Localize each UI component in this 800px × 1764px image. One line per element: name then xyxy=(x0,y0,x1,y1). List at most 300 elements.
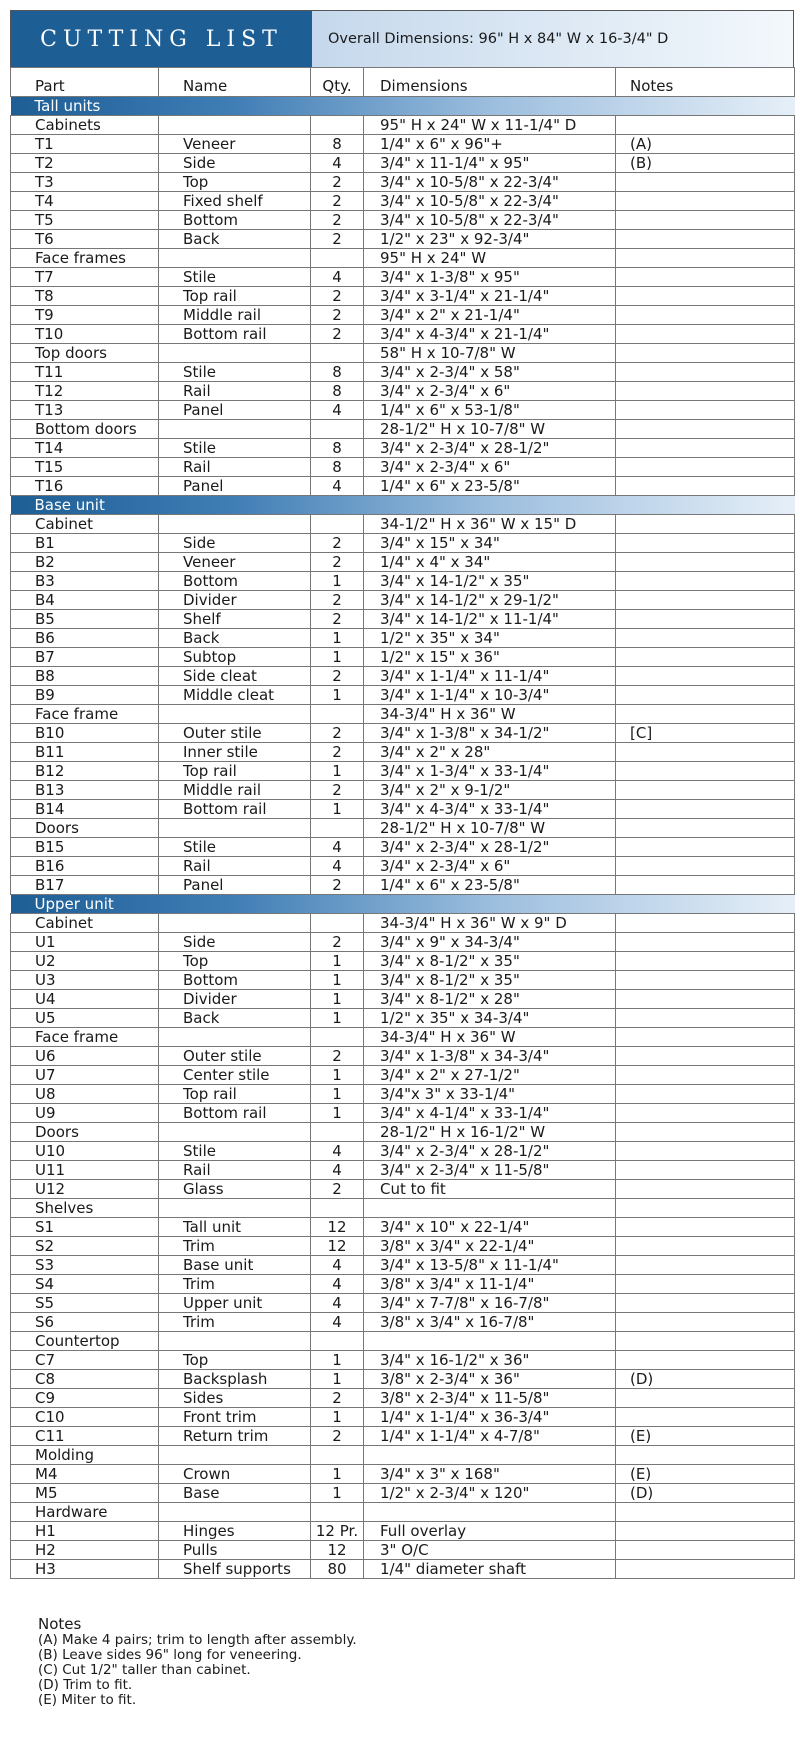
cutting-list-table xyxy=(10,67,795,1579)
cell-part: U10 xyxy=(11,1142,159,1161)
table-row xyxy=(11,838,795,857)
group-label: Cabinet xyxy=(11,515,159,534)
cell-notes xyxy=(616,1332,795,1351)
table-row xyxy=(11,230,795,249)
cell-part: B4 xyxy=(11,591,159,610)
cell-name: Bottom xyxy=(159,572,311,591)
cell-name: Pulls xyxy=(159,1541,311,1560)
cell-notes xyxy=(616,344,795,363)
cell-notes xyxy=(616,1123,795,1142)
cutting-list-header xyxy=(10,10,794,67)
cell-notes xyxy=(616,458,795,477)
table-row xyxy=(11,1180,795,1199)
cell-name: Middle rail xyxy=(159,781,311,800)
table-row xyxy=(11,1275,795,1294)
cell-name: Side xyxy=(159,154,311,173)
cell-qty: 4 xyxy=(311,1294,364,1313)
cell-dimensions: 3/4" x 1-1/4" x 11-1/4" xyxy=(364,667,616,686)
cell-dimensions: 3/4" x 2-3/4" x 6" xyxy=(364,382,616,401)
cell-name xyxy=(159,1503,311,1522)
table-row xyxy=(11,876,795,895)
cell-part: T8 xyxy=(11,287,159,306)
cell-notes xyxy=(616,515,795,534)
cell-dimensions: Cut to fit xyxy=(364,1180,616,1199)
table-row xyxy=(11,1066,795,1085)
cell-dimensions: 3/4" x 1-3/8" x 34-1/2" xyxy=(364,724,616,743)
table-row xyxy=(11,1313,795,1332)
cell-part: U5 xyxy=(11,1009,159,1028)
cell-dimensions: 1/2" x 35" x 34-3/4" xyxy=(364,1009,616,1028)
cell-qty: 1 xyxy=(311,800,364,819)
cell-notes xyxy=(616,1028,795,1047)
cell-name: Panel xyxy=(159,876,311,895)
cell-dimensions: 3/4" x 8-1/2" x 35" xyxy=(364,952,616,971)
group-label: Cabinets xyxy=(11,116,159,135)
cell-part: T6 xyxy=(11,230,159,249)
cell-part: B9 xyxy=(11,686,159,705)
cell-dimensions: 1/2" x 15" x 36" xyxy=(364,648,616,667)
cell-part: T10 xyxy=(11,325,159,344)
cell-part: B7 xyxy=(11,648,159,667)
cell-dimensions: 3/4" x 2-3/4" x 11-5/8" xyxy=(364,1161,616,1180)
cell-notes xyxy=(616,743,795,762)
overall-dimensions: Overall Dimensions: 96" H x 84" W x 16-3/4" D xyxy=(312,11,793,67)
cell-part: C7 xyxy=(11,1351,159,1370)
cell-qty: 1 xyxy=(311,629,364,648)
table-row xyxy=(11,591,795,610)
cell-part: H1 xyxy=(11,1522,159,1541)
note-item: (E) Miter to fit. xyxy=(38,1692,137,1708)
cell-notes xyxy=(616,1256,795,1275)
cell-name: Side xyxy=(159,933,311,952)
table-row xyxy=(11,781,795,800)
cell-dimensions: 3/8" x 3/4" x 11-1/4" xyxy=(364,1275,616,1294)
cell-dimensions: 3/4"x 3" x 33-1/4" xyxy=(364,1085,616,1104)
cell-name: Veneer xyxy=(159,135,311,154)
table-row xyxy=(11,1047,795,1066)
cell-qty: 2 xyxy=(311,173,364,192)
cell-notes xyxy=(616,1237,795,1256)
cell-part: U11 xyxy=(11,1161,159,1180)
cell-dimensions: 1/2" x 35" x 34" xyxy=(364,629,616,648)
section-label: Base unit xyxy=(11,496,795,515)
cell-qty: 2 xyxy=(311,743,364,762)
table-row xyxy=(11,1465,795,1484)
cell-name: Outer stile xyxy=(159,1047,311,1066)
cell-notes xyxy=(616,1560,795,1579)
cell-dimensions: 3/4" x 2-3/4" x 6" xyxy=(364,857,616,876)
cell-qty: 4 xyxy=(311,154,364,173)
group-dimensions: 34-3/4" H x 36" W xyxy=(364,1028,616,1047)
cell-qty: 1 xyxy=(311,1465,364,1484)
cell-notes xyxy=(616,914,795,933)
cell-dimensions: 3/4" x 4-3/4" x 33-1/4" xyxy=(364,800,616,819)
column-header-dimensions: Dimensions xyxy=(364,68,616,97)
group-row xyxy=(11,420,795,439)
cell-dimensions: 1/2" x 23" x 92-3/4" xyxy=(364,230,616,249)
cell-qty: 2 xyxy=(311,876,364,895)
group-dimensions: 28-1/2" H x 10-7/8" W xyxy=(364,819,616,838)
cell-qty: 4 xyxy=(311,1275,364,1294)
table-row xyxy=(11,1104,795,1123)
cell-name: Veneer xyxy=(159,553,311,572)
cell-name xyxy=(159,1332,311,1351)
cell-qty: 2 xyxy=(311,591,364,610)
cell-part: B16 xyxy=(11,857,159,876)
group-label: Top doors xyxy=(11,344,159,363)
note-item: (C) Cut 1/2" taller than cabinet. xyxy=(38,1662,251,1678)
cell-part: C9 xyxy=(11,1389,159,1408)
cell-qty: 1 xyxy=(311,1085,364,1104)
cell-name: Backsplash xyxy=(159,1370,311,1389)
cell-part: B15 xyxy=(11,838,159,857)
group-label: Face frames xyxy=(11,249,159,268)
cell-dimensions: 3/4" x 8-1/2" x 28" xyxy=(364,990,616,1009)
cell-notes xyxy=(616,876,795,895)
cell-dimensions: 3/4" x 15" x 34" xyxy=(364,534,616,553)
cell-qty: 1 xyxy=(311,1408,364,1427)
cell-name: Front trim xyxy=(159,1408,311,1427)
cell-dimensions: 1/4" x 6" x 53-1/8" xyxy=(364,401,616,420)
cell-qty: 1 xyxy=(311,971,364,990)
cell-dimensions: 1/4" x 6" x 23-5/8" xyxy=(364,477,616,496)
cell-notes xyxy=(616,553,795,572)
cell-qty xyxy=(311,515,364,534)
table-row xyxy=(11,1142,795,1161)
table-row xyxy=(11,610,795,629)
cell-dimensions: 3/8" x 3/4" x 16-7/8" xyxy=(364,1313,616,1332)
group-label: Hardware xyxy=(11,1503,159,1522)
cell-qty: 80 xyxy=(311,1560,364,1579)
cell-part: B5 xyxy=(11,610,159,629)
cell-qty: 2 xyxy=(311,306,364,325)
cell-part: S5 xyxy=(11,1294,159,1313)
table-row xyxy=(11,1484,795,1503)
cell-dimensions: 3/4" x 16-1/2" x 36" xyxy=(364,1351,616,1370)
cell-qty: 1 xyxy=(311,572,364,591)
table-row xyxy=(11,1085,795,1104)
cell-dimensions: 3/8" x 2-3/4" x 11-5/8" xyxy=(364,1389,616,1408)
cell-notes xyxy=(616,477,795,496)
group-row xyxy=(11,1332,795,1351)
cell-qty: 2 xyxy=(311,724,364,743)
cell-dimensions: 3/4" x 3-1/4" x 21-1/4" xyxy=(364,287,616,306)
cell-name xyxy=(159,515,311,534)
group-label: Doors xyxy=(11,819,159,838)
table-row xyxy=(11,1237,795,1256)
cell-name xyxy=(159,1123,311,1142)
cell-part: B10 xyxy=(11,724,159,743)
cell-part: U3 xyxy=(11,971,159,990)
cell-name: Stile xyxy=(159,838,311,857)
cell-notes xyxy=(616,800,795,819)
table-row xyxy=(11,1256,795,1275)
cell-dimensions: 3/4" x 2-3/4" x 28-1/2" xyxy=(364,838,616,857)
cell-qty xyxy=(311,344,364,363)
cell-qty: 4 xyxy=(311,268,364,287)
cell-part: S6 xyxy=(11,1313,159,1332)
cell-name: Return trim xyxy=(159,1427,311,1446)
cell-qty: 8 xyxy=(311,458,364,477)
cell-part: T15 xyxy=(11,458,159,477)
table-row xyxy=(11,724,795,743)
column-header-qty: Qty. xyxy=(311,68,364,97)
cell-notes xyxy=(616,952,795,971)
cell-part: B13 xyxy=(11,781,159,800)
cell-qty: 2 xyxy=(311,287,364,306)
group-dimensions xyxy=(364,1446,616,1465)
group-row xyxy=(11,1446,795,1465)
cell-part: B14 xyxy=(11,800,159,819)
cell-dimensions: 1/4" x 6" x 23-5/8" xyxy=(364,876,616,895)
cell-name: Side xyxy=(159,534,311,553)
table-row xyxy=(11,1522,795,1541)
table-row xyxy=(11,1009,795,1028)
cell-name: Divider xyxy=(159,591,311,610)
cell-notes xyxy=(616,933,795,952)
table-row xyxy=(11,952,795,971)
table-row xyxy=(11,686,795,705)
cell-name: Crown xyxy=(159,1465,311,1484)
cell-qty: 1 xyxy=(311,648,364,667)
table-row xyxy=(11,211,795,230)
cell-part: S2 xyxy=(11,1237,159,1256)
cell-dimensions: 3/4" x 1-3/8" x 34-3/4" xyxy=(364,1047,616,1066)
group-row xyxy=(11,1028,795,1047)
group-dimensions: 95" H x 24" W xyxy=(364,249,616,268)
cell-name: Back xyxy=(159,1009,311,1028)
cell-name: Trim xyxy=(159,1275,311,1294)
cell-qty: 2 xyxy=(311,211,364,230)
cell-name: Stile xyxy=(159,268,311,287)
cell-qty: 8 xyxy=(311,135,364,154)
table-row xyxy=(11,1161,795,1180)
cell-dimensions: 1/4" x 4" x 34" xyxy=(364,553,616,572)
cell-dimensions: 3/4" x 7-7/8" x 16-7/8" xyxy=(364,1294,616,1313)
cell-part: H3 xyxy=(11,1560,159,1579)
cell-name: Rail xyxy=(159,1161,311,1180)
cell-notes xyxy=(616,534,795,553)
cell-qty: 4 xyxy=(311,1142,364,1161)
table-row xyxy=(11,933,795,952)
group-label: Face frame xyxy=(11,705,159,724)
cell-notes xyxy=(616,591,795,610)
cell-name: Rail xyxy=(159,458,311,477)
table-row xyxy=(11,1218,795,1237)
group-label: Face frame xyxy=(11,1028,159,1047)
cell-notes: (B) xyxy=(616,154,795,173)
group-label: Shelves xyxy=(11,1199,159,1218)
cell-part: B11 xyxy=(11,743,159,762)
cell-qty: 1 xyxy=(311,1009,364,1028)
group-label: Cabinet xyxy=(11,914,159,933)
cell-part: S3 xyxy=(11,1256,159,1275)
cell-qty: 1 xyxy=(311,1066,364,1085)
cell-notes xyxy=(616,1218,795,1237)
cell-notes xyxy=(616,1541,795,1560)
table-row xyxy=(11,1370,795,1389)
table-row xyxy=(11,363,795,382)
cell-notes xyxy=(616,629,795,648)
cell-name: Bottom rail xyxy=(159,800,311,819)
cell-part: T13 xyxy=(11,401,159,420)
cell-notes xyxy=(616,572,795,591)
cell-qty: 2 xyxy=(311,325,364,344)
cell-dimensions: 3/4" x 9" x 34-3/4" xyxy=(364,933,616,952)
table-row xyxy=(11,154,795,173)
cell-dimensions: 3/4" x 2" x 21-1/4" xyxy=(364,306,616,325)
cell-qty: 8 xyxy=(311,363,364,382)
cutting-list-sheet xyxy=(10,10,794,1579)
cell-dimensions: 3/4" x 2" x 9-1/2" xyxy=(364,781,616,800)
cell-notes xyxy=(616,762,795,781)
cell-name: Center stile xyxy=(159,1066,311,1085)
cell-name: Shelf xyxy=(159,610,311,629)
cell-name: Rail xyxy=(159,857,311,876)
cell-dimensions: 3/4" x 3" x 168" xyxy=(364,1465,616,1484)
cell-qty: 4 xyxy=(311,1313,364,1332)
group-row xyxy=(11,819,795,838)
cell-notes xyxy=(616,1503,795,1522)
cell-qty: 1 xyxy=(311,990,364,1009)
cell-part: T1 xyxy=(11,135,159,154)
cell-notes xyxy=(616,382,795,401)
group-dimensions: 34-3/4" H x 36" W xyxy=(364,705,616,724)
table-row xyxy=(11,1408,795,1427)
cell-part: B1 xyxy=(11,534,159,553)
cell-name: Panel xyxy=(159,477,311,496)
cell-name xyxy=(159,914,311,933)
note-item: (D) Trim to fit. xyxy=(38,1677,133,1693)
cell-qty: 1 xyxy=(311,952,364,971)
cell-notes: (E) xyxy=(616,1465,795,1484)
cell-qty xyxy=(311,1446,364,1465)
table-row xyxy=(11,287,795,306)
cell-dimensions: 3/8" x 2-3/4" x 36" xyxy=(364,1370,616,1389)
cell-notes: [C] xyxy=(616,724,795,743)
cell-dimensions: 3/4" x 8-1/2" x 35" xyxy=(364,971,616,990)
group-dimensions: 34-1/2" H x 36" W x 15" D xyxy=(364,515,616,534)
section-header-row xyxy=(11,97,795,116)
cell-notes xyxy=(616,1009,795,1028)
cell-notes xyxy=(616,249,795,268)
cell-notes xyxy=(616,287,795,306)
cell-part: U12 xyxy=(11,1180,159,1199)
cell-notes xyxy=(616,857,795,876)
cell-notes xyxy=(616,686,795,705)
table-row xyxy=(11,268,795,287)
section-label: Tall units xyxy=(11,97,795,116)
cell-part: S4 xyxy=(11,1275,159,1294)
table-row xyxy=(11,534,795,553)
cell-notes: (D) xyxy=(616,1484,795,1503)
cell-name: Back xyxy=(159,629,311,648)
cell-name: Shelf supports xyxy=(159,1560,311,1579)
cell-qty: 4 xyxy=(311,1256,364,1275)
cell-qty xyxy=(311,1123,364,1142)
cell-part: T12 xyxy=(11,382,159,401)
table-row xyxy=(11,648,795,667)
notes-block xyxy=(38,1617,357,1708)
cell-name xyxy=(159,819,311,838)
cell-name xyxy=(159,420,311,439)
cell-qty xyxy=(311,914,364,933)
note-item: (A) Make 4 pairs; trim to length after assembly. xyxy=(38,1632,357,1648)
cell-qty: 2 xyxy=(311,933,364,952)
cell-name: Base xyxy=(159,1484,311,1503)
group-dimensions xyxy=(364,1199,616,1218)
cell-qty: 2 xyxy=(311,534,364,553)
cell-name: Stile xyxy=(159,439,311,458)
cell-qty: 2 xyxy=(311,1389,364,1408)
column-header-name: Name xyxy=(159,68,311,97)
cell-part: U2 xyxy=(11,952,159,971)
cell-notes xyxy=(616,648,795,667)
cell-qty: 4 xyxy=(311,857,364,876)
cell-qty: 2 xyxy=(311,610,364,629)
cell-qty: 4 xyxy=(311,477,364,496)
cell-part: T7 xyxy=(11,268,159,287)
cell-qty xyxy=(311,249,364,268)
cell-qty xyxy=(311,1332,364,1351)
cell-name: Middle rail xyxy=(159,306,311,325)
cell-name: Top xyxy=(159,1351,311,1370)
cell-qty xyxy=(311,1028,364,1047)
cell-notes xyxy=(616,1275,795,1294)
table-row xyxy=(11,1541,795,1560)
group-row xyxy=(11,914,795,933)
cell-dimensions: 3/4" x 11-1/4" x 95" xyxy=(364,154,616,173)
cell-part: B3 xyxy=(11,572,159,591)
cell-name: Top xyxy=(159,173,311,192)
cell-notes xyxy=(616,1199,795,1218)
table-row xyxy=(11,553,795,572)
cell-qty: 2 xyxy=(311,192,364,211)
cell-notes xyxy=(616,1047,795,1066)
cell-part: T14 xyxy=(11,439,159,458)
cell-qty xyxy=(311,705,364,724)
cell-dimensions: 3/4" x 13-5/8" x 11-1/4" xyxy=(364,1256,616,1275)
cell-name: Glass xyxy=(159,1180,311,1199)
cell-dimensions: 3/4" x 10-5/8" x 22-3/4" xyxy=(364,192,616,211)
cell-notes xyxy=(616,1104,795,1123)
cell-dimensions: 3/4" x 1-1/4" x 10-3/4" xyxy=(364,686,616,705)
cell-notes xyxy=(616,838,795,857)
cell-notes xyxy=(616,1446,795,1465)
cell-part: B12 xyxy=(11,762,159,781)
cell-part: T11 xyxy=(11,363,159,382)
table-row xyxy=(11,667,795,686)
cell-dimensions: 1/4" x 6" x 96"+ xyxy=(364,135,616,154)
cell-qty: 2 xyxy=(311,1180,364,1199)
cell-name xyxy=(159,344,311,363)
cell-notes xyxy=(616,1066,795,1085)
cell-name: Trim xyxy=(159,1237,311,1256)
cell-qty xyxy=(311,1199,364,1218)
cell-qty: 1 xyxy=(311,686,364,705)
cell-notes xyxy=(616,1085,795,1104)
cell-dimensions: 3/4" x 2-3/4" x 6" xyxy=(364,458,616,477)
cell-notes xyxy=(616,306,795,325)
cell-qty: 8 xyxy=(311,439,364,458)
table-row xyxy=(11,971,795,990)
cell-part: T3 xyxy=(11,173,159,192)
cell-notes xyxy=(616,1142,795,1161)
cell-qty: 1 xyxy=(311,1370,364,1389)
cell-notes xyxy=(616,1389,795,1408)
cell-dimensions: 3/4" x 4-3/4" x 21-1/4" xyxy=(364,325,616,344)
note-item: (B) Leave sides 96" long for veneering. xyxy=(38,1647,302,1663)
